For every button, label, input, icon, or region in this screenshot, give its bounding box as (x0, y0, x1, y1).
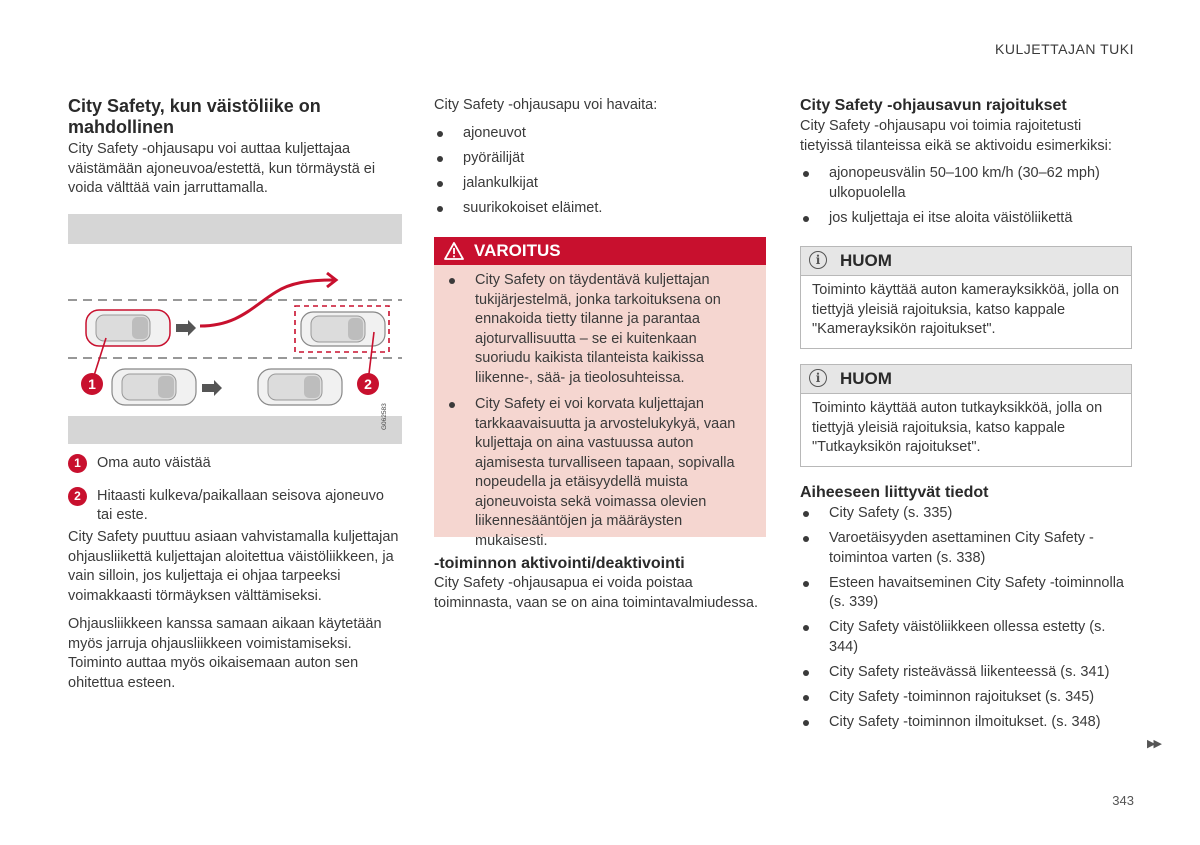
related-title: Aiheeseen liittyvät tiedot (800, 484, 989, 501)
note-radar-title: HUOM (840, 369, 892, 388)
figure-legend (68, 454, 402, 526)
page-number: 343 (1112, 793, 1134, 808)
limits-list (800, 164, 1132, 229)
list-item: pyöräilijät (434, 149, 766, 169)
list-item: suurikokoiset eläimet. (434, 199, 766, 219)
intro-paragraph: City Safety -ohjausapu voi auttaa kuljettajaa väistämään ajoneuvoa/estettä, kun törmäystä ei voida välttää vain jarruttamalla. (68, 141, 376, 196)
related-link[interactable]: City Safety -toiminnon ilmoitukset. (s. 348) (800, 713, 1132, 733)
warning-triangle-icon (444, 242, 464, 260)
warning-item-1: City Safety on täydentävä kuljettajan tukijärjestelmä, jonka tarkoituksena on ennakoida tietty tilanne ja parantaa ajoturvallisuutta – se ei kuitenkaan suoriudu kaikista tilanteista kaikissa liikenne-, sää- ja tieolosuhteissa. (446, 271, 756, 388)
list-item: ajonopeusvälin 50–100 km/h (30–62 mph) ulkopuolella (800, 164, 1132, 203)
figure-code: G062583 (381, 403, 388, 430)
legend-item-1 (68, 454, 402, 474)
note-radar-text: Toiminto käyttää auton tutkayksikköä, jolla on tiettyjä yleisiä rajoituksia, katso kappale "Tutkayksikön rajoitukset". (812, 400, 1103, 455)
warning-body (434, 265, 766, 549)
note-radar-header (801, 365, 1131, 394)
legend-text-2: Hitaasti kulkeva/paikallaan seisova ajoneuvo tai este. (97, 487, 384, 523)
warning-title: VAROITUS (474, 241, 561, 260)
warning-header (434, 237, 766, 265)
callout-2-label: 2 (364, 376, 372, 392)
section-title-city-safety-evasive: City Safety, kun väistöliike on mahdollinen (68, 96, 321, 137)
activation-text: City Safety -ohjausapua ei voida poistaa toiminnasta, vaan se on aina toimintavalmiudessa. (434, 575, 759, 611)
note-camera (800, 246, 1132, 349)
related-link[interactable]: City Safety väistöliikkeen ollessa estetty (s. 344) (800, 618, 1132, 657)
activation-title: -toiminnon aktivointi/deaktivointi (434, 555, 685, 572)
warning-list (446, 271, 756, 558)
related-link[interactable]: City Safety -toiminnon rajoitukset (s. 345) (800, 688, 1132, 708)
note-camera-title: HUOM (840, 251, 892, 270)
related-list (800, 504, 1132, 732)
related-link[interactable]: City Safety risteävässä liikenteessä (s. 341) (800, 663, 1132, 683)
double-chevron-right-icon[interactable]: ▶▶ (1147, 738, 1160, 750)
legend-number-2: 2 (68, 487, 87, 506)
info-icon: i (809, 369, 827, 387)
list-item: ajoneuvot (434, 124, 766, 144)
evasive-maneuver-illustration (68, 214, 402, 444)
related-link[interactable]: Esteen havaitseminen City Safety -toiminnolla (s. 339) (800, 574, 1132, 613)
own-car-bottom (112, 369, 196, 405)
stopped-vehicle-bottom (258, 369, 342, 405)
warning-item-2: City Safety ei voi korvata kuljettajan tarkkaavaisuutta ja arvostelukykyä, vaan kuljettaja on aina vastuussa auton ajamisesta turvalliseen tapaan, sopivalla nopeudella ja etäisyydellä muista ajoneuvoista sekä voimassa olevien liikennesääntöjen ja määräysten mukaisesti. (446, 395, 756, 551)
list-item: jos kuljettaja ei itse aloita väistöliikettä (800, 209, 1132, 229)
own-car-top (86, 310, 170, 346)
note-radar (800, 364, 1132, 467)
note-camera-header (801, 247, 1131, 276)
related-link[interactable]: Varoetäisyyden asettaminen City Safety -toimintoa varten (s. 338) (800, 529, 1132, 568)
paragraph-braking: Ohjausliikkeen kanssa samaan aikaan käytetään myös jarruja ohjausliikkeen voimistamiseksi. Toiminto auttaa myös oikaisemaan auton sen ohitettua esteen. (68, 616, 382, 691)
related-link[interactable]: City Safety (s. 335) (800, 504, 1132, 524)
note-camera-text: Toiminto käyttää auton kamerayksikköä, jolla on tiettyjä yleisiä rajoituksia, katso kappale "Kamerayksikön rajoitukset". (812, 282, 1120, 337)
legend-number-1: 1 (68, 454, 87, 473)
legend-text-1: Oma auto väistää (97, 455, 211, 471)
info-icon: i (809, 251, 827, 269)
limits-intro: City Safety -ohjausapu voi toimia rajoitetusti tietyissä tilanteissa eikä se aktivoidu esimerkiksi: (800, 118, 1112, 154)
paragraph-intervention: City Safety puuttuu asiaan vahvistamalla kuljettajan ohjausliikettä kuljettajan aloitettua väistöliikkeen, ja vain silloin, jos kuljettaja ei ohjaa tarpeeksi voimakkaasti törmäyksen välttämiseksi. (68, 529, 399, 604)
callout-1-label: 1 (88, 376, 96, 392)
limits-title: City Safety -ohjausavun rajoitukset (800, 97, 1067, 114)
illustration-svg (68, 214, 402, 444)
detect-list (434, 124, 766, 219)
section-header: KULJETTAJAN TUKI (995, 41, 1134, 57)
detect-intro: City Safety -ohjausapu voi havaita: (434, 97, 658, 113)
legend-item-2 (68, 487, 402, 526)
list-item: jalankulkijat (434, 174, 766, 194)
